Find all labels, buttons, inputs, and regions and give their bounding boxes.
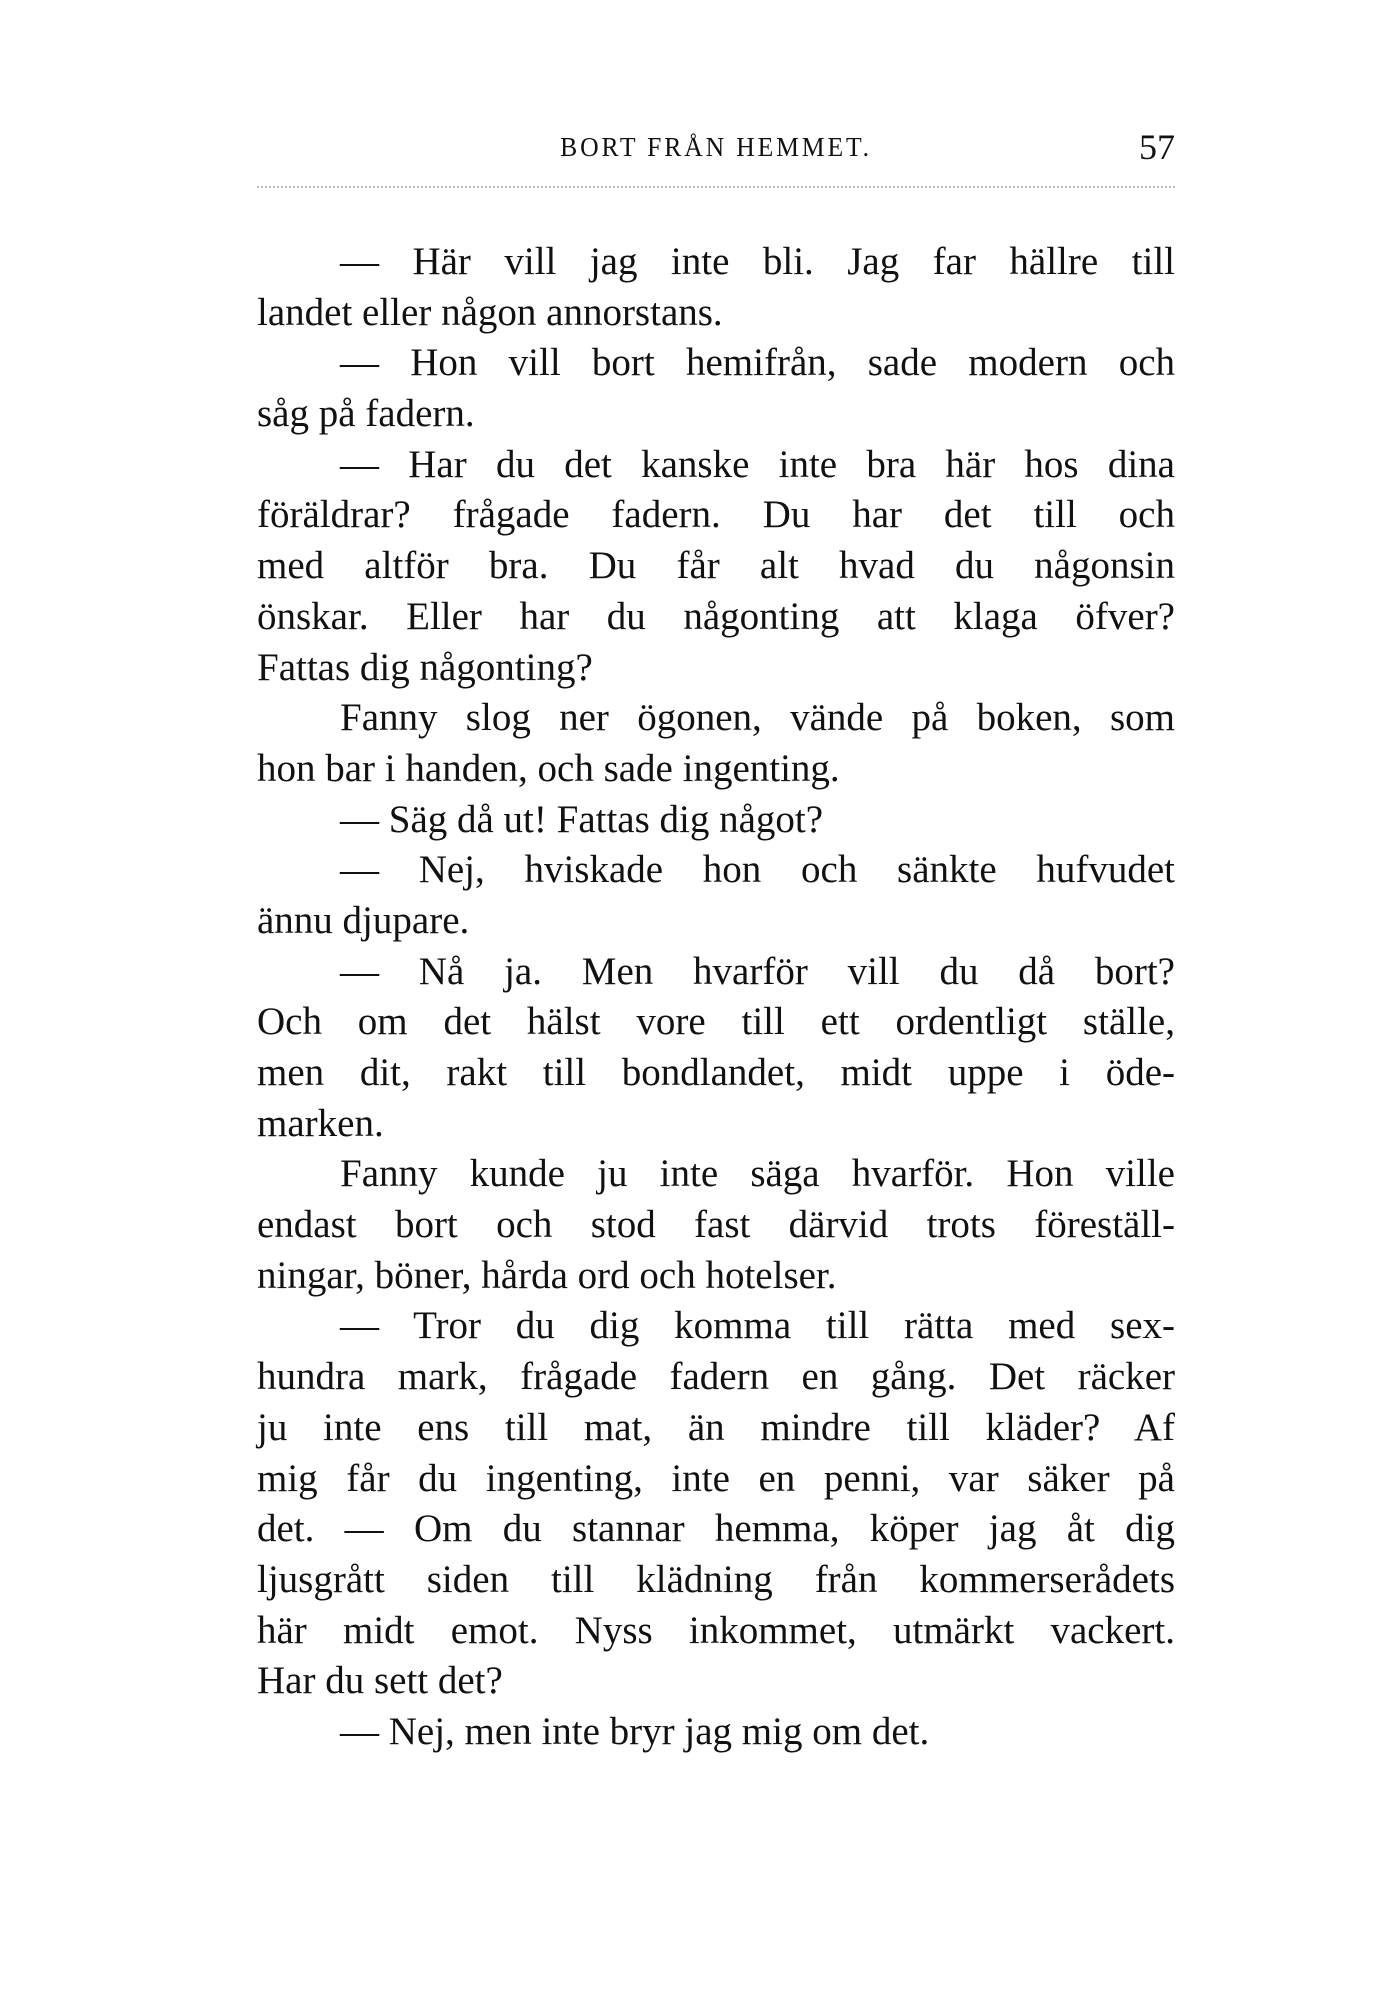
text-line: önskar. Eller har du någonting att klaga öfver? <box>257 594 1175 638</box>
text-line: ju inte ens till mat, än mindre till kläder? Af <box>257 1405 1175 1449</box>
text-line: — Nej, hviskade hon och sänkte hufvudet <box>340 848 1175 892</box>
text-line: hon bar i handen, och sade ingenting. <box>257 746 840 790</box>
text-line: mig får du ingenting, inte en penni, var säker på <box>257 1456 1175 1500</box>
text-line: Fattas dig någonting? <box>257 645 593 689</box>
body-text <box>257 237 1175 1758</box>
page-header <box>257 126 1175 166</box>
text-line: ningar, böner, hårda ord och hotelser. <box>257 1253 837 1297</box>
page-number: 57 <box>1139 127 1175 167</box>
text-line: marken. <box>257 1101 384 1145</box>
text-line: Fanny slog ner ögonen, vände på boken, som <box>340 696 1175 740</box>
header-rule <box>257 186 1175 188</box>
text-line: — Nå ja. Men hvarför vill du då bort? <box>340 949 1175 993</box>
text-line: landet eller någon annorstans. <box>257 290 723 334</box>
text-line: men dit, rakt till bondlandet, midt uppe i öde- <box>257 1051 1175 1094</box>
text-line: — Tror du dig komma till rätta med sex- <box>340 1304 1175 1348</box>
running-title: BORT FRÅN HEMMET. <box>560 132 872 162</box>
text-line: — Nej, men inte bryr jag mig om det. <box>340 1709 930 1753</box>
text-line: — Hon vill bort hemifrån, sade modern och <box>340 341 1175 385</box>
text-line: med altför bra. Du får alt hvad du någonsin <box>257 544 1175 588</box>
text-line: ännu djupare. <box>257 898 470 942</box>
text-line: — Har du det kanske inte bra här hos dina <box>340 442 1175 486</box>
text-line: Har du sett det? <box>257 1659 503 1703</box>
text-line: det. — Om du stannar hemma, köper jag åt dig <box>257 1507 1175 1551</box>
text-line: här midt emot. Nyss inkommet, utmärkt vackert. <box>257 1608 1175 1652</box>
text-line: — Här vill jag inte bli. Jag far hällre till <box>340 240 1175 283</box>
text-line: — Säg då ut! Fattas dig något? <box>340 797 824 841</box>
text-line: hundra mark, frågade fadern en gång. Det räcker <box>257 1355 1175 1399</box>
text-line: Fanny kunde ju inte säga hvarför. Hon ville <box>340 1152 1175 1196</box>
text-line: såg på fadern. <box>257 392 475 436</box>
text-line: ljusgrått siden till klädning från kommerserådets <box>257 1557 1175 1601</box>
text-line: Och om det hälst vore till ett ordentligt ställe, <box>257 1000 1175 1044</box>
text-line: föräldrar? frågade fadern. Du har det till och <box>257 493 1175 537</box>
text-line: endast bort och stod fast därvid trots föreställ- <box>257 1203 1175 1247</box>
